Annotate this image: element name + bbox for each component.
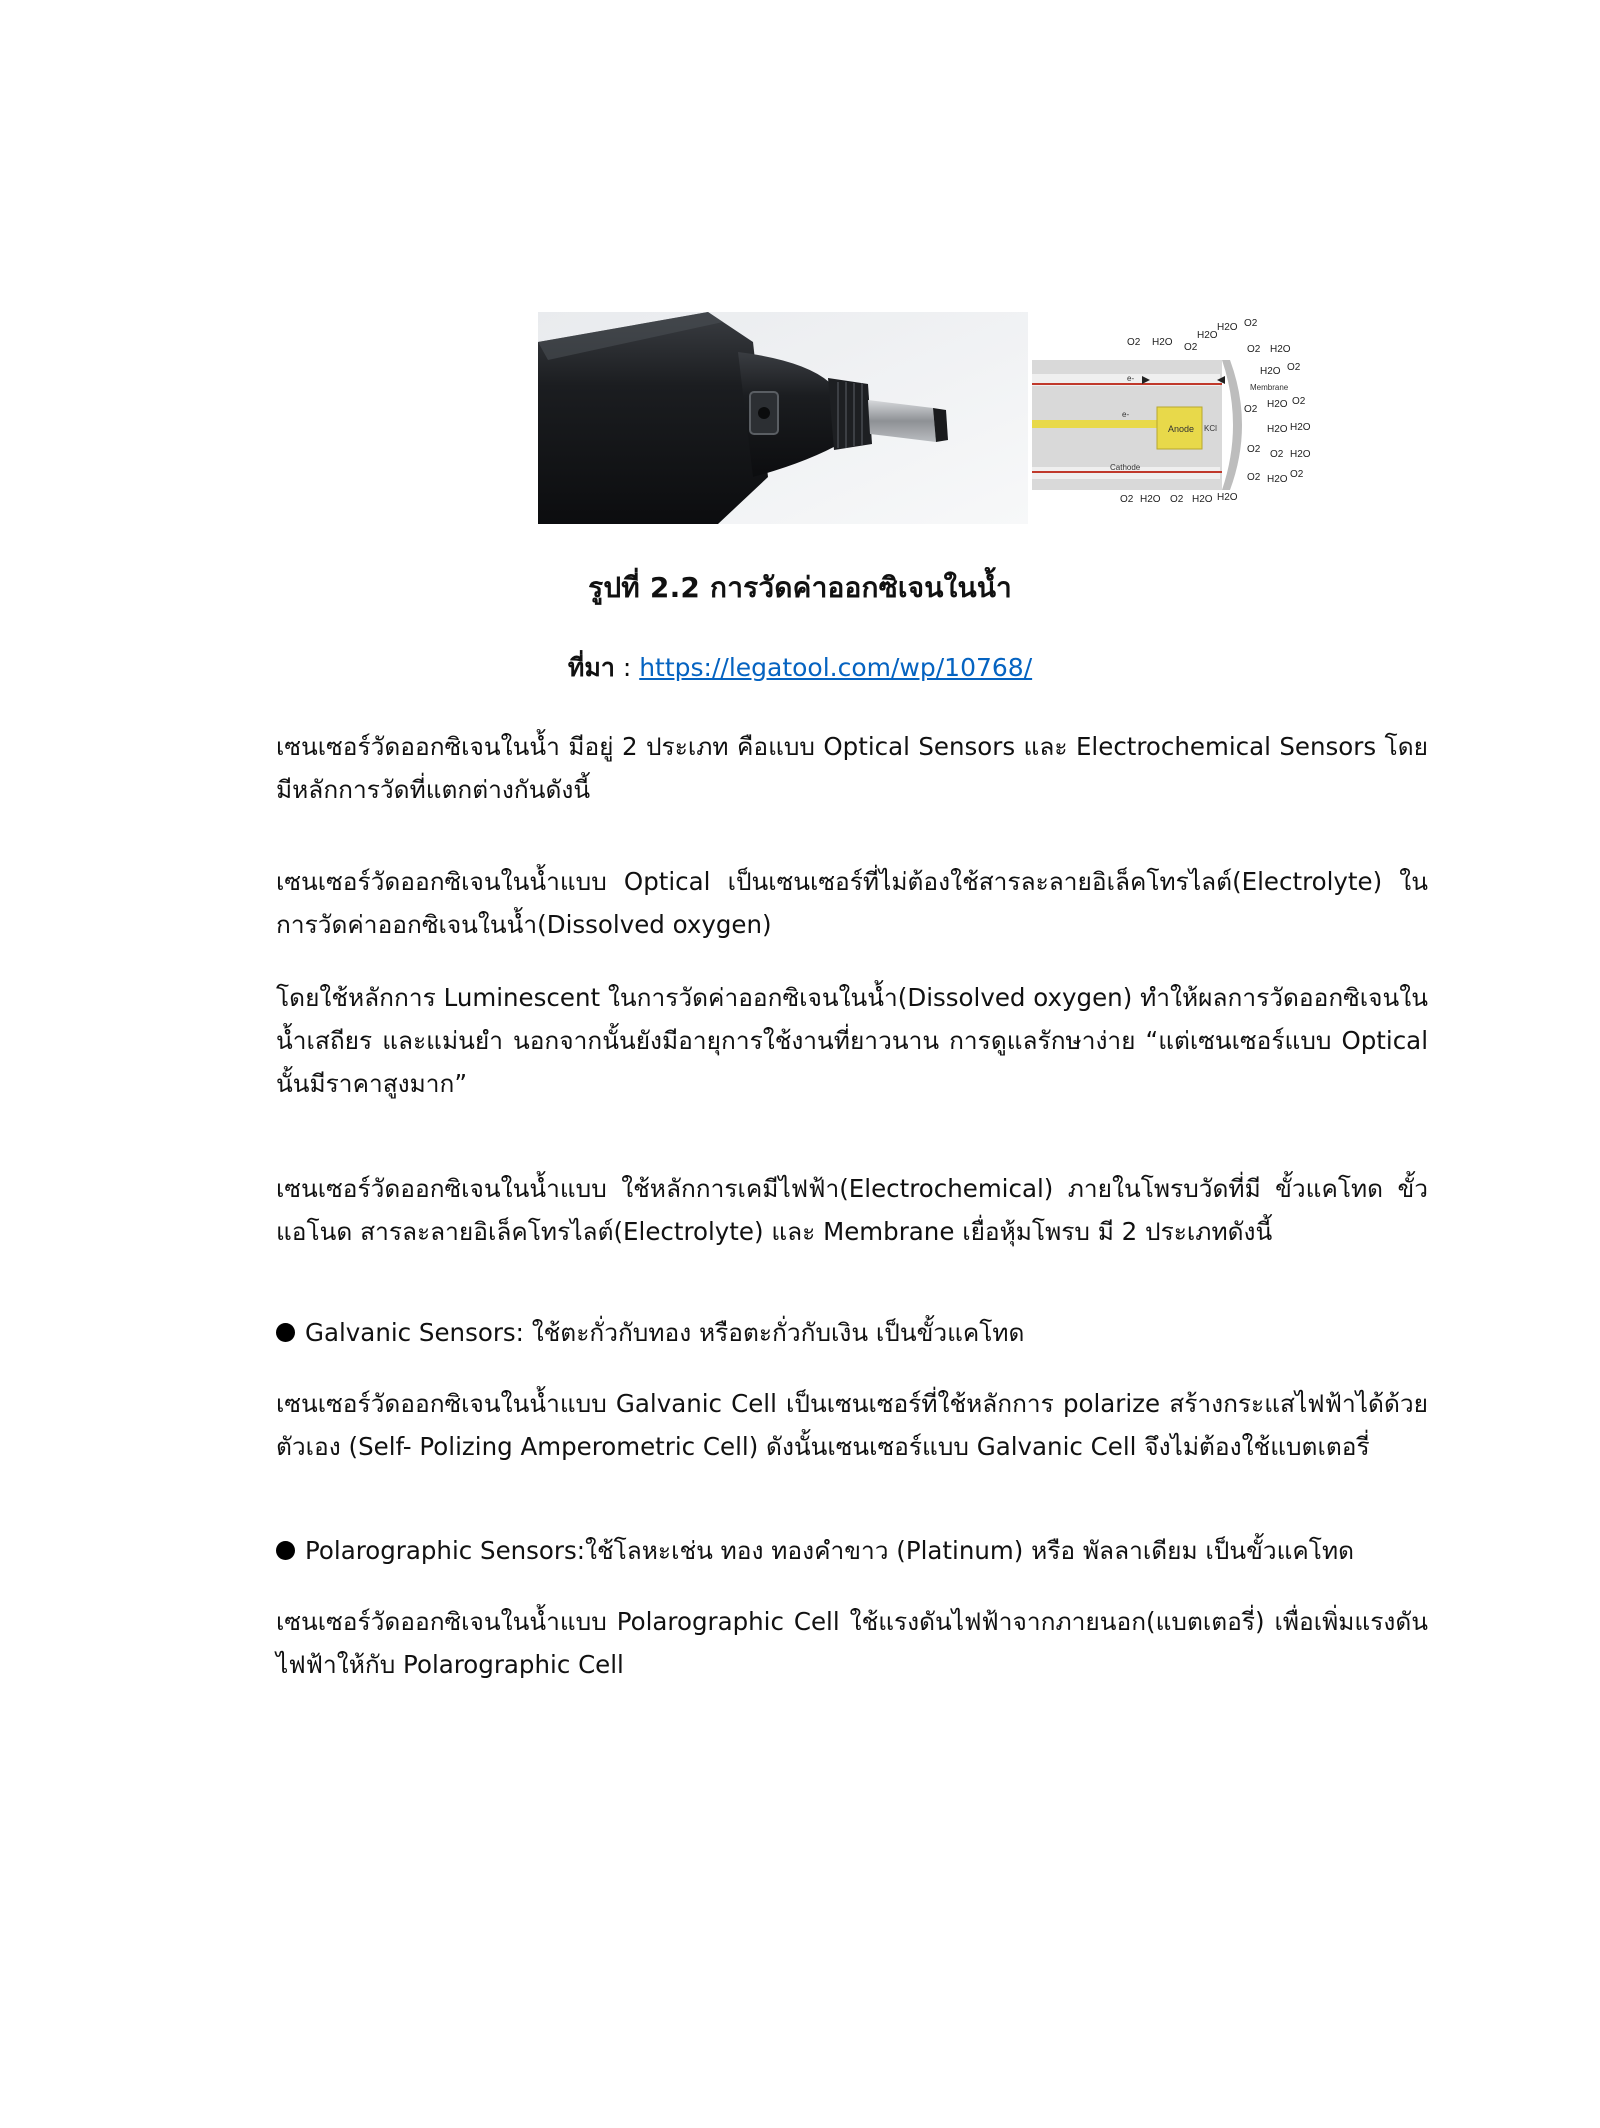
diagram-o2: O2 xyxy=(1290,469,1304,480)
source-separator: : xyxy=(614,653,640,682)
diagram-h2o: H2O xyxy=(1267,399,1288,410)
source-line xyxy=(0,648,1600,688)
diagram-o2: O2 xyxy=(1244,318,1258,329)
diagram-o2: O2 xyxy=(1247,444,1261,455)
figure-2-2 xyxy=(538,312,1322,524)
paragraph-optical-principle: โดยใช้หลักการ Luminescent ในการวัดค่าออกซิเจนในน้ำ(Dissolved oxygen) ทำให้ผลการวัดออกซิเจนในน้ำเสถียร และแม่นยำ นอกจากนั้นยังมีอายุการใช้งานที่ยาวนาน การดูแลรักษาง่าย “แต่เซนเซอร์แบบ Optical นั้นมีราคาสูงมาก” xyxy=(276,983,1428,1098)
sensor-diagram-icon xyxy=(1032,312,1322,524)
diagram-cathode-label: Cathode xyxy=(1110,463,1141,472)
diagram-o2: O2 xyxy=(1270,449,1284,460)
diagram-o2: O2 xyxy=(1127,337,1141,348)
diagram-electron-label-2: e- xyxy=(1122,410,1130,419)
diagram-h2o: H2O xyxy=(1270,344,1291,355)
diagram-o2: O2 xyxy=(1247,472,1261,483)
diagram-h2o: H2O xyxy=(1267,424,1288,435)
diagram-anode-label: Anode xyxy=(1168,424,1195,434)
bullet-polarographic-text: Polarographic Sensors:ใช้โลหะเช่น ทอง ทองคำขาว (Platinum) หรือ พัลลาเดียม เป็นขั้วแคโทด xyxy=(305,1536,1355,1565)
diagram-h2o: H2O xyxy=(1192,494,1213,505)
diagram-h2o: H2O xyxy=(1140,494,1161,505)
paragraph-sensor-types: เซนเซอร์วัดออกซิเจนในน้ำ มีอยู่ 2 ประเภท คือแบบ Optical Sensors และ Electrochemical Sensors โดยมีหลักการวัดที่แตกต่างกันดังนี้ xyxy=(276,732,1428,804)
bullet-galvanic xyxy=(276,1311,1428,1354)
dissolved-oxygen-probe-photo xyxy=(538,312,1028,524)
diagram-h2o: H2O xyxy=(1152,337,1173,348)
probe-photo-icon xyxy=(538,312,1028,524)
paragraph-polarographic-cell: เซนเซอร์วัดออกซิเจนในน้ำแบบ Polarographic Cell ใช้แรงดันไฟฟ้าจากภายนอก(แบตเตอรี่) เพื่อเพิ่มแรงดันไฟฟ้าให้กับ Polarographic Cell xyxy=(276,1607,1428,1679)
bullet-dot-icon xyxy=(276,1541,295,1560)
bullet-dot-icon xyxy=(276,1323,295,1342)
figure-caption: รูปที่ 2.2 การวัดค่าออกซิเจนในน้ำ xyxy=(588,571,1012,604)
paragraph-optical-intro: เซนเซอร์วัดออกซิเจนในน้ำแบบ Optical เป็นเซนเซอร์ที่ไม่ต้องใช้สารละลายอิเล็คโทรไลต์(Electrolyte) ในการวัดค่าออกซิเจนในน้ำ(Dissolved oxygen) xyxy=(276,867,1428,939)
bullet-polarographic xyxy=(276,1529,1428,1572)
diagram-o2: O2 xyxy=(1170,494,1184,505)
galvanic-sensor-cross-section-diagram xyxy=(1032,312,1322,524)
diagram-h2o: H2O xyxy=(1260,366,1281,377)
diagram-h2o: H2O xyxy=(1290,449,1311,460)
diagram-o2: O2 xyxy=(1244,404,1258,415)
diagram-h2o: H2O xyxy=(1290,422,1311,433)
paragraph-galvanic-cell: เซนเซอร์วัดออกซิเจนในน้ำแบบ Galvanic Cell เป็นเซนเซอร์ที่ใช้หลักการ polarize สร้างกระแสไฟฟ้าได้ด้วยตัวเอง (Self- Polizing Amperometric Cell) ดังนั้นเซนเซอร์แบบ Galvanic Cell จึงไม่ต้องใช้แบตเตอรี่ xyxy=(276,1389,1428,1461)
source-label: ที่มา xyxy=(567,653,615,682)
diagram-h2o: H2O xyxy=(1267,474,1288,485)
diagram-kcl-label: KCl xyxy=(1204,424,1217,433)
diagram-o2: O2 xyxy=(1184,342,1198,353)
paragraph-electrochemical: เซนเซอร์วัดออกซิเจนในน้ำแบบ ใช้หลักการเคมีไฟฟ้า(Electrochemical) ภายในโพรบวัดที่มี ขั้วแคโทด ขั้วแอโนด สารละลายอิเล็คโทรไลต์(Electrolyte) และ Membrane เยื่อหุ้มโพรบ มี 2 ประเภทดังนี้ xyxy=(276,1174,1428,1246)
diagram-o2: O2 xyxy=(1287,362,1301,373)
diagram-o2: O2 xyxy=(1247,344,1261,355)
diagram-electron-label-1: e- xyxy=(1127,374,1135,383)
diagram-h2o: H2O xyxy=(1217,492,1238,503)
bullet-galvanic-text: Galvanic Sensors: ใช้ตะกั่วกับทอง หรือตะกั่วกับเงิน เป็นขั้วแคโทด xyxy=(305,1318,1025,1347)
diagram-o2: O2 xyxy=(1292,396,1306,407)
diagram-o2: O2 xyxy=(1120,494,1134,505)
diagram-h2o: H2O xyxy=(1197,330,1218,341)
diagram-membrane-label: Membrane xyxy=(1250,383,1289,392)
source-link[interactable]: https://legatool.com/wp/10768/ xyxy=(639,653,1033,682)
diagram-h2o: H2O xyxy=(1217,322,1238,333)
